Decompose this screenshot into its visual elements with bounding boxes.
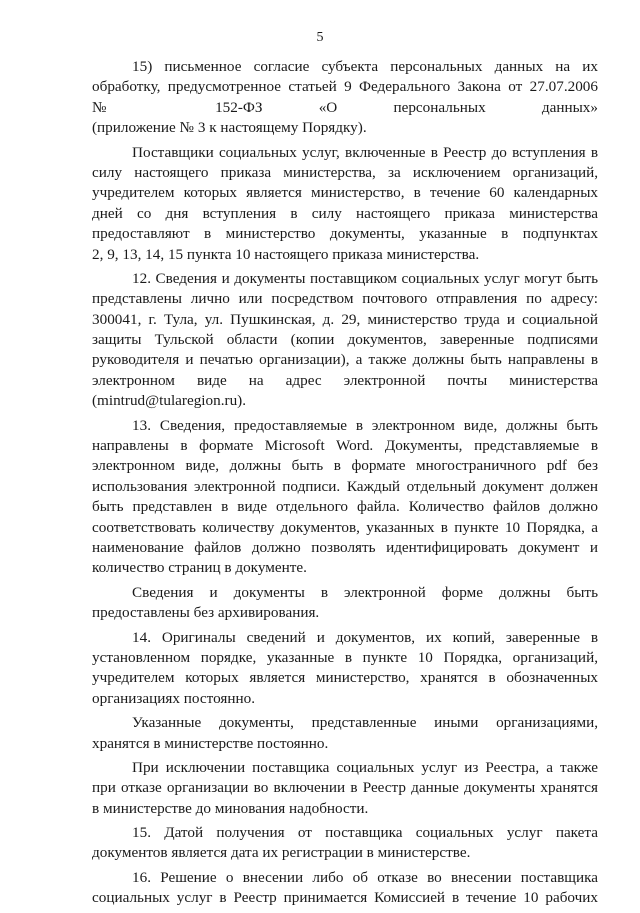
text-line: в министерстве до минования надобности. (92, 799, 369, 817)
page-number: 5 (316, 30, 324, 45)
text-line: (приложение № 3 к настоящему Порядку). (92, 119, 367, 137)
paragraph (92, 583, 598, 624)
text-line: дней со дня вступления в силу настоящего приказа министерства (92, 204, 598, 222)
text-line: силу настоящего приказа министерства, за исключением организаций, (92, 163, 598, 181)
text-line: наименование файлов должно позволять идентифицировать документ и (92, 538, 598, 556)
text-line: учредителем которых является министерство, хранятся в обозначенных (92, 669, 598, 687)
paragraph (92, 57, 598, 139)
text-line: быть представлен в виде отдельного файла. Количество файлов должно (92, 498, 598, 516)
text-line: защиты Тульской области (копии документов, заверенные подписями (92, 331, 598, 349)
text-line: организациях постоянно. (92, 689, 255, 707)
text-line: предоставлены без архивирования. (92, 604, 320, 622)
text-line: 15. Датой получения от поставщика социальных услуг пакета (132, 824, 598, 842)
text-line: (mintrud@tularegion.ru). (92, 392, 247, 410)
text-line: электронном виде, должны быть в формате многостраничного pdf без (92, 457, 598, 475)
text-line: предоставляют в министерство документы, указанные в подпунктах (92, 225, 598, 243)
text-line: представлены лично или посредством почтового отправления по адресу: (92, 290, 598, 308)
text-line: 15) письменное согласие субъекта персональных данных на их (132, 58, 598, 75)
text-line: направлены в формате Microsoft Word. Документы, представляемые в (92, 437, 598, 455)
text-line: хранятся в министерстве постоянно. (92, 734, 329, 752)
text-line: руководителя и печатью организации), а также должны быть направлены в (92, 351, 598, 369)
text-line: При исключении поставщика социальных услуг из Реестра, а также (132, 758, 598, 776)
text-line: 13. Сведения, предоставляемые в электронном виде, должны быть (132, 416, 598, 434)
text-line: при отказе организации во включении в Реестр данные документы хранятся (92, 779, 598, 797)
text-line: 16. Решение о внесении либо об отказе во внесении поставщика (132, 868, 598, 886)
paragraph (92, 269, 598, 412)
text-line: Поставщики социальных услуг, включенные в Реестр до вступления в (132, 143, 598, 161)
paragraph (92, 713, 598, 754)
text-line: 12. Сведения и документы поставщиком социальных услуг могут быть (132, 269, 598, 287)
text-line: соответствовать количеству документов, указанных в пункте 10 Порядка, а (92, 518, 598, 536)
paragraph (92, 823, 598, 864)
text-line: электронном виде на адрес электронной почты министерства (92, 371, 598, 389)
paragraph (92, 628, 598, 710)
text-line: Сведения и документы в электронной форме должны быть (132, 583, 598, 601)
paragraph (92, 868, 598, 909)
paragraph (92, 758, 598, 819)
text-line: № 152-ФЗ «О персональных данных» (92, 98, 598, 116)
paragraph (92, 143, 598, 265)
document-body (92, 57, 598, 913)
text-line: 2, 9, 13, 14, 15 пункта 10 настоящего приказа министерства. (92, 245, 480, 263)
text-line: Указанные документы, представленные иными организациями, (132, 714, 598, 732)
text-line: учредителем которых является министерство, в течение 60 календарных (92, 184, 598, 202)
text-line: использования электронной подписи. Каждый отдельный документ должен (92, 477, 598, 495)
text-line: социальных услуг в Реестр принимается Комиссией в течение 10 рабочих (92, 889, 598, 907)
text-line: 14. Оригиналы сведений и документов, их копий, заверенные в (132, 628, 598, 646)
text-line: установленном порядке, указанные в пункте 10 Порядка, организаций, (92, 648, 598, 666)
text-line: количество страниц в документе. (92, 559, 307, 577)
paragraph (92, 416, 598, 579)
text-line: обработку, предусмотренное статьей 9 Федерального Закона от 27.07.2006 (92, 78, 598, 96)
text-line: 300041, г. Тула, ул. Пушкинская, д. 29, министерство труда и социальной (92, 310, 598, 328)
text-line: документов является дата их регистрации в министерстве. (92, 844, 471, 862)
